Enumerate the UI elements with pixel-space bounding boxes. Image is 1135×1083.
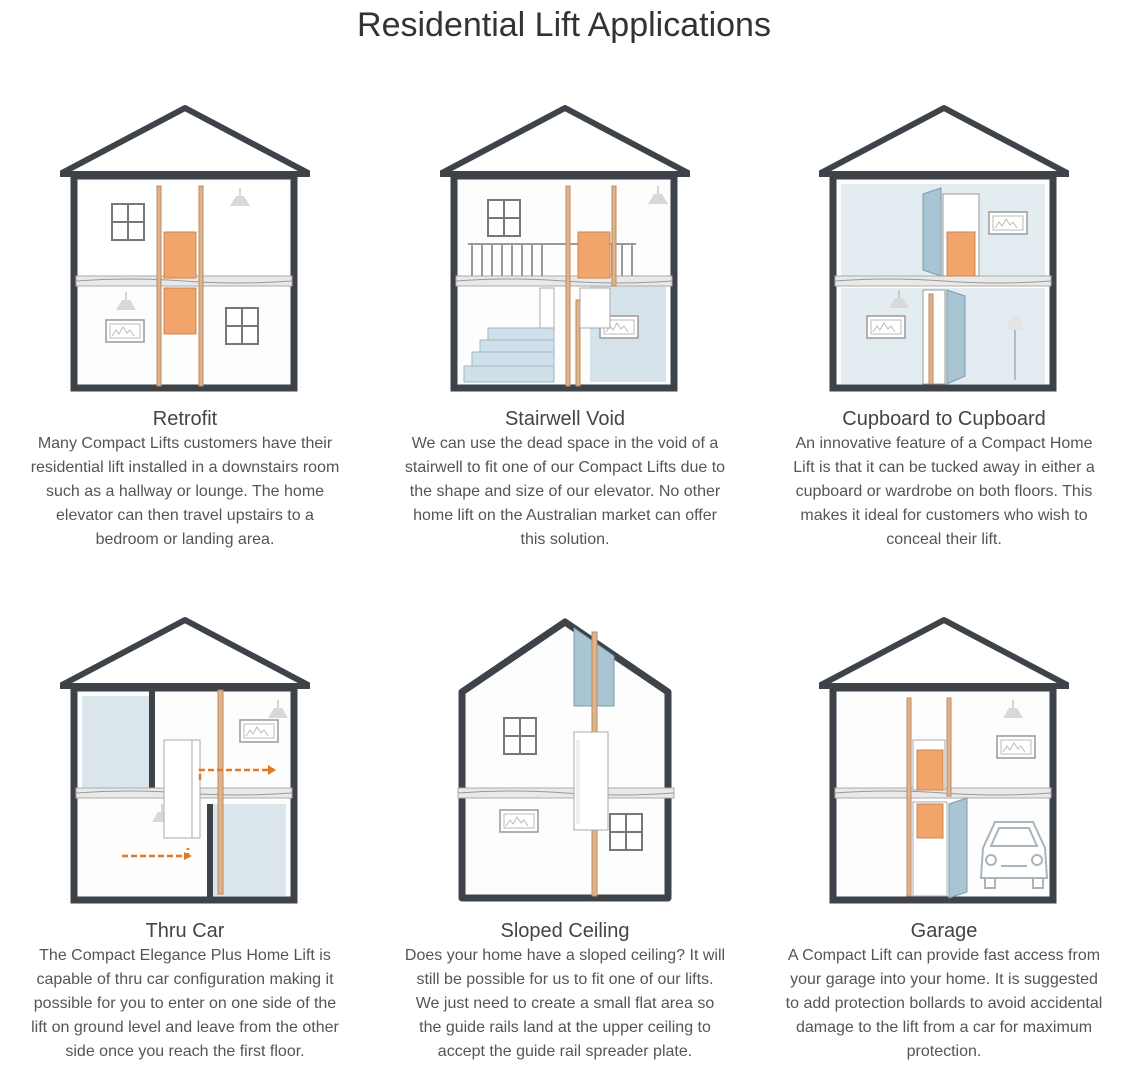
card-description xyxy=(20,944,350,1064)
text-line: such as a hallway or lounge. The home xyxy=(45,483,325,500)
card-stairwell-void xyxy=(400,104,730,552)
card-description xyxy=(400,944,730,1064)
card-title: Stairwell Void xyxy=(504,408,626,430)
text-line: A Compact Lift can provide fast access from xyxy=(787,947,1101,964)
card-sloped-ceiling xyxy=(400,616,730,1064)
card-description xyxy=(20,432,350,552)
card-retrofit xyxy=(20,104,350,552)
house-retrofit-illustration xyxy=(60,104,310,392)
card-title: Sloped Ceiling xyxy=(500,920,630,942)
text-line: possible for you to enter on one side of the xyxy=(33,995,337,1012)
card-description xyxy=(779,432,1109,552)
text-line: still be possible for us to fit one of our lifts. xyxy=(416,971,714,988)
card-thru-car xyxy=(20,616,350,1064)
house-sloped-ceiling-illustration xyxy=(440,616,690,904)
text-line: capable of thru car configuration making it xyxy=(36,971,334,988)
text-line: this solution. xyxy=(520,531,610,548)
text-line: Lift is that it can be tucked away in either a xyxy=(793,459,1095,476)
text-line: accept the guide rail spreader plate. xyxy=(437,1043,693,1060)
card-description xyxy=(400,432,730,552)
card-title: Cupboard to Cupboard xyxy=(842,408,1046,430)
text-line: residential lift installed in a downstairs room xyxy=(30,459,340,476)
page-title: Residential Lift Applications xyxy=(357,6,771,44)
text-line: side once you reach the first floor. xyxy=(65,1043,305,1060)
text-line: damage to the lift from a car for maximum xyxy=(795,1019,1093,1036)
text-line: your garage into your home. It is suggested xyxy=(790,971,1098,988)
text-line: The Compact Elegance Plus Home Lift is xyxy=(39,947,331,964)
text-line: Does your home have a sloped ceiling? It will xyxy=(404,947,726,964)
house-cupboard-illustration xyxy=(819,104,1069,392)
card-title: Retrofit xyxy=(152,408,218,430)
house-garage-illustration xyxy=(819,616,1069,904)
text-line: An innovative feature of a Compact Home xyxy=(795,435,1093,452)
text-line: makes it ideal for customers who wish to xyxy=(800,507,1088,524)
text-line: stairwell to fit one of our Compact Lifts due to xyxy=(404,459,726,476)
text-line: to add protection bollards to avoid accidental xyxy=(785,995,1103,1012)
card-garage xyxy=(779,616,1109,1064)
text-line: the shape and size of our elevator. No other xyxy=(409,483,721,500)
card-title: Thru Car xyxy=(145,920,225,942)
text-line: cupboard or wardrobe on both floors. This xyxy=(795,483,1093,500)
text-line: bedroom or landing area. xyxy=(95,531,275,548)
text-line: We can use the dead space in the void of a xyxy=(411,435,719,452)
text-line: Many Compact Lifts customers have their xyxy=(37,435,333,452)
text-line: protection. xyxy=(906,1043,982,1060)
house-thru-car-illustration xyxy=(60,616,310,904)
text-line: elevator can then travel upstairs to a xyxy=(56,507,314,524)
text-line: We just need to create a small flat area so xyxy=(415,995,715,1012)
house-stairwell-illustration xyxy=(440,104,690,392)
text-line: lift on ground level and leave from the other xyxy=(31,1019,339,1036)
card-title: Garage xyxy=(910,920,978,942)
text-line: the guide rails land at the upper ceiling to xyxy=(419,1019,711,1036)
text-line: home lift on the Australian market can offer xyxy=(413,507,717,524)
card-description xyxy=(779,944,1109,1064)
card-cupboard-to-cupboard xyxy=(779,104,1109,552)
text-line: conceal their lift. xyxy=(886,531,1002,548)
